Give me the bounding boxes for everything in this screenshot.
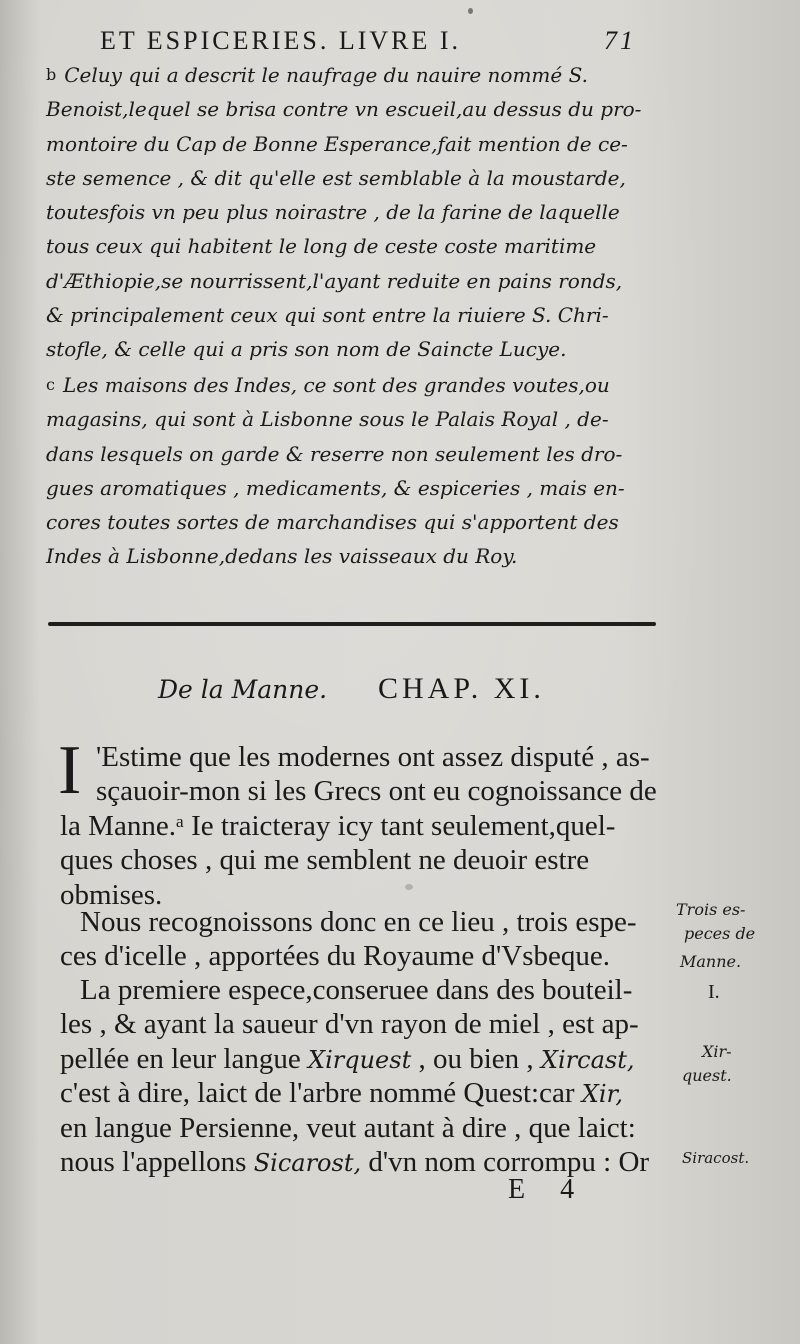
signature-mark: E 4 xyxy=(508,1174,589,1205)
note-line: gues aromatiques , medicaments, & espiceries , mais en- xyxy=(46,475,625,500)
text-line: 'Estime que les modernes ont assez disputé , as- xyxy=(96,741,650,773)
text-line: obmises. xyxy=(60,878,163,911)
footnote-c xyxy=(46,368,656,574)
note-line: ste semence , & dit qu'elle est semblable à la moustarde, xyxy=(46,165,626,190)
term-xir: Xir, xyxy=(581,1080,623,1109)
page-number: 71 xyxy=(604,26,636,55)
margin-note-xirquest: quest. xyxy=(682,1066,732,1085)
paragraph-3 xyxy=(60,973,665,1179)
text-line: la Manne.ᵃ Ie traicteray icy tant seulement,quel- xyxy=(60,809,616,842)
text-line: ces d'icelle , apportées du Royaume d'Vsbeque. xyxy=(60,940,610,973)
paragraph-2 xyxy=(60,905,665,974)
margin-note-trois: Manne. xyxy=(680,952,742,971)
section-divider xyxy=(48,622,656,626)
term-xircast: Xircast, xyxy=(540,1045,635,1074)
text-line: sçauoir-mon si les Grecs ont eu cognoissance de xyxy=(96,775,657,808)
chapter-number: CHAP. XI. xyxy=(378,672,545,705)
margin-note-xirquest: Xir- xyxy=(702,1042,732,1061)
margin-note-siracost: Siracost. xyxy=(682,1149,750,1167)
footnote-b xyxy=(46,58,656,367)
note-line: tous ceux qui habitent le long de ceste coste maritime xyxy=(46,234,597,259)
term-sicarost: Sicarost, xyxy=(253,1148,362,1177)
note-line: magasins, qui sont à Lisbonne sous le Palais Royal , de- xyxy=(46,407,609,432)
running-title: ET ESPICERIES. LIVRE I. xyxy=(100,26,462,55)
text-line: ques choses , qui me semblent ne deuoir estre xyxy=(60,844,590,877)
paragraph-1 xyxy=(96,740,701,809)
note-line: stofle, & celle qui a pris son nom de Saincte Lucye. xyxy=(46,337,567,362)
note-line: b Celuy qui a descrit le naufrage du nauire nommé S. xyxy=(46,63,588,87)
text-line: les , & ayant la saueur d'vn rayon de miel , est ap- xyxy=(60,1008,639,1041)
paragraph-1-cont xyxy=(60,809,665,912)
margin-note-trois: Trois es- xyxy=(676,900,746,919)
note-line: dans lesquels on garde & reserre non seulement les dro- xyxy=(46,441,623,466)
drop-cap: I xyxy=(58,732,82,809)
note-line: toutesfois vn peu plus noirastre , de la farine de laquelle xyxy=(46,200,620,225)
margin-note-trois: peces de xyxy=(684,924,756,943)
note-line: cores toutes sortes de marchandises qui s'apportent des xyxy=(46,510,619,535)
chapter-title: De la Manne. xyxy=(158,675,328,704)
note-line: & principalement ceux qui sont entre la riuiere S. Chri- xyxy=(46,303,609,328)
note-marker: b xyxy=(46,65,57,84)
text-line: c'est à dire, laict de l'arbre nommé Quest:car Xir, xyxy=(60,1077,623,1110)
note-line: Benoist,lequel se brisa contre vn escueil,au dessus du pro- xyxy=(46,97,642,122)
ink-spot xyxy=(468,8,473,14)
ink-spot xyxy=(405,884,413,890)
text-line: Nous recognoissons donc en ce lieu , trois espe- xyxy=(80,906,637,938)
term-xirquest: Xirquest xyxy=(308,1045,412,1074)
note-line: Indes à Lisbonne,dedans les vaisseaux du Roy. xyxy=(46,544,518,569)
margin-numeral: I. xyxy=(708,981,720,1003)
text-line: en langue Persienne, veut autant à dire , que laict: xyxy=(60,1111,636,1144)
text-line: nous l'appellons Sicarost, d'vn nom corrompu : Or xyxy=(60,1145,650,1178)
note-line: montoire du Cap de Bonne Esperance,fait mention de ce- xyxy=(46,131,628,156)
note-line: c Les maisons des Indes, ce sont des grandes voutes,ou xyxy=(46,373,610,397)
text-line: pellée en leur langue Xirquest , ou bien , Xircast, xyxy=(60,1042,635,1075)
text-line: La premiere espece,conseruee dans des bouteil- xyxy=(80,974,633,1006)
note-line: d'Æthiopie,se nourrissent,l'ayant reduite en pains ronds, xyxy=(46,268,623,293)
note-marker: c xyxy=(46,375,55,394)
